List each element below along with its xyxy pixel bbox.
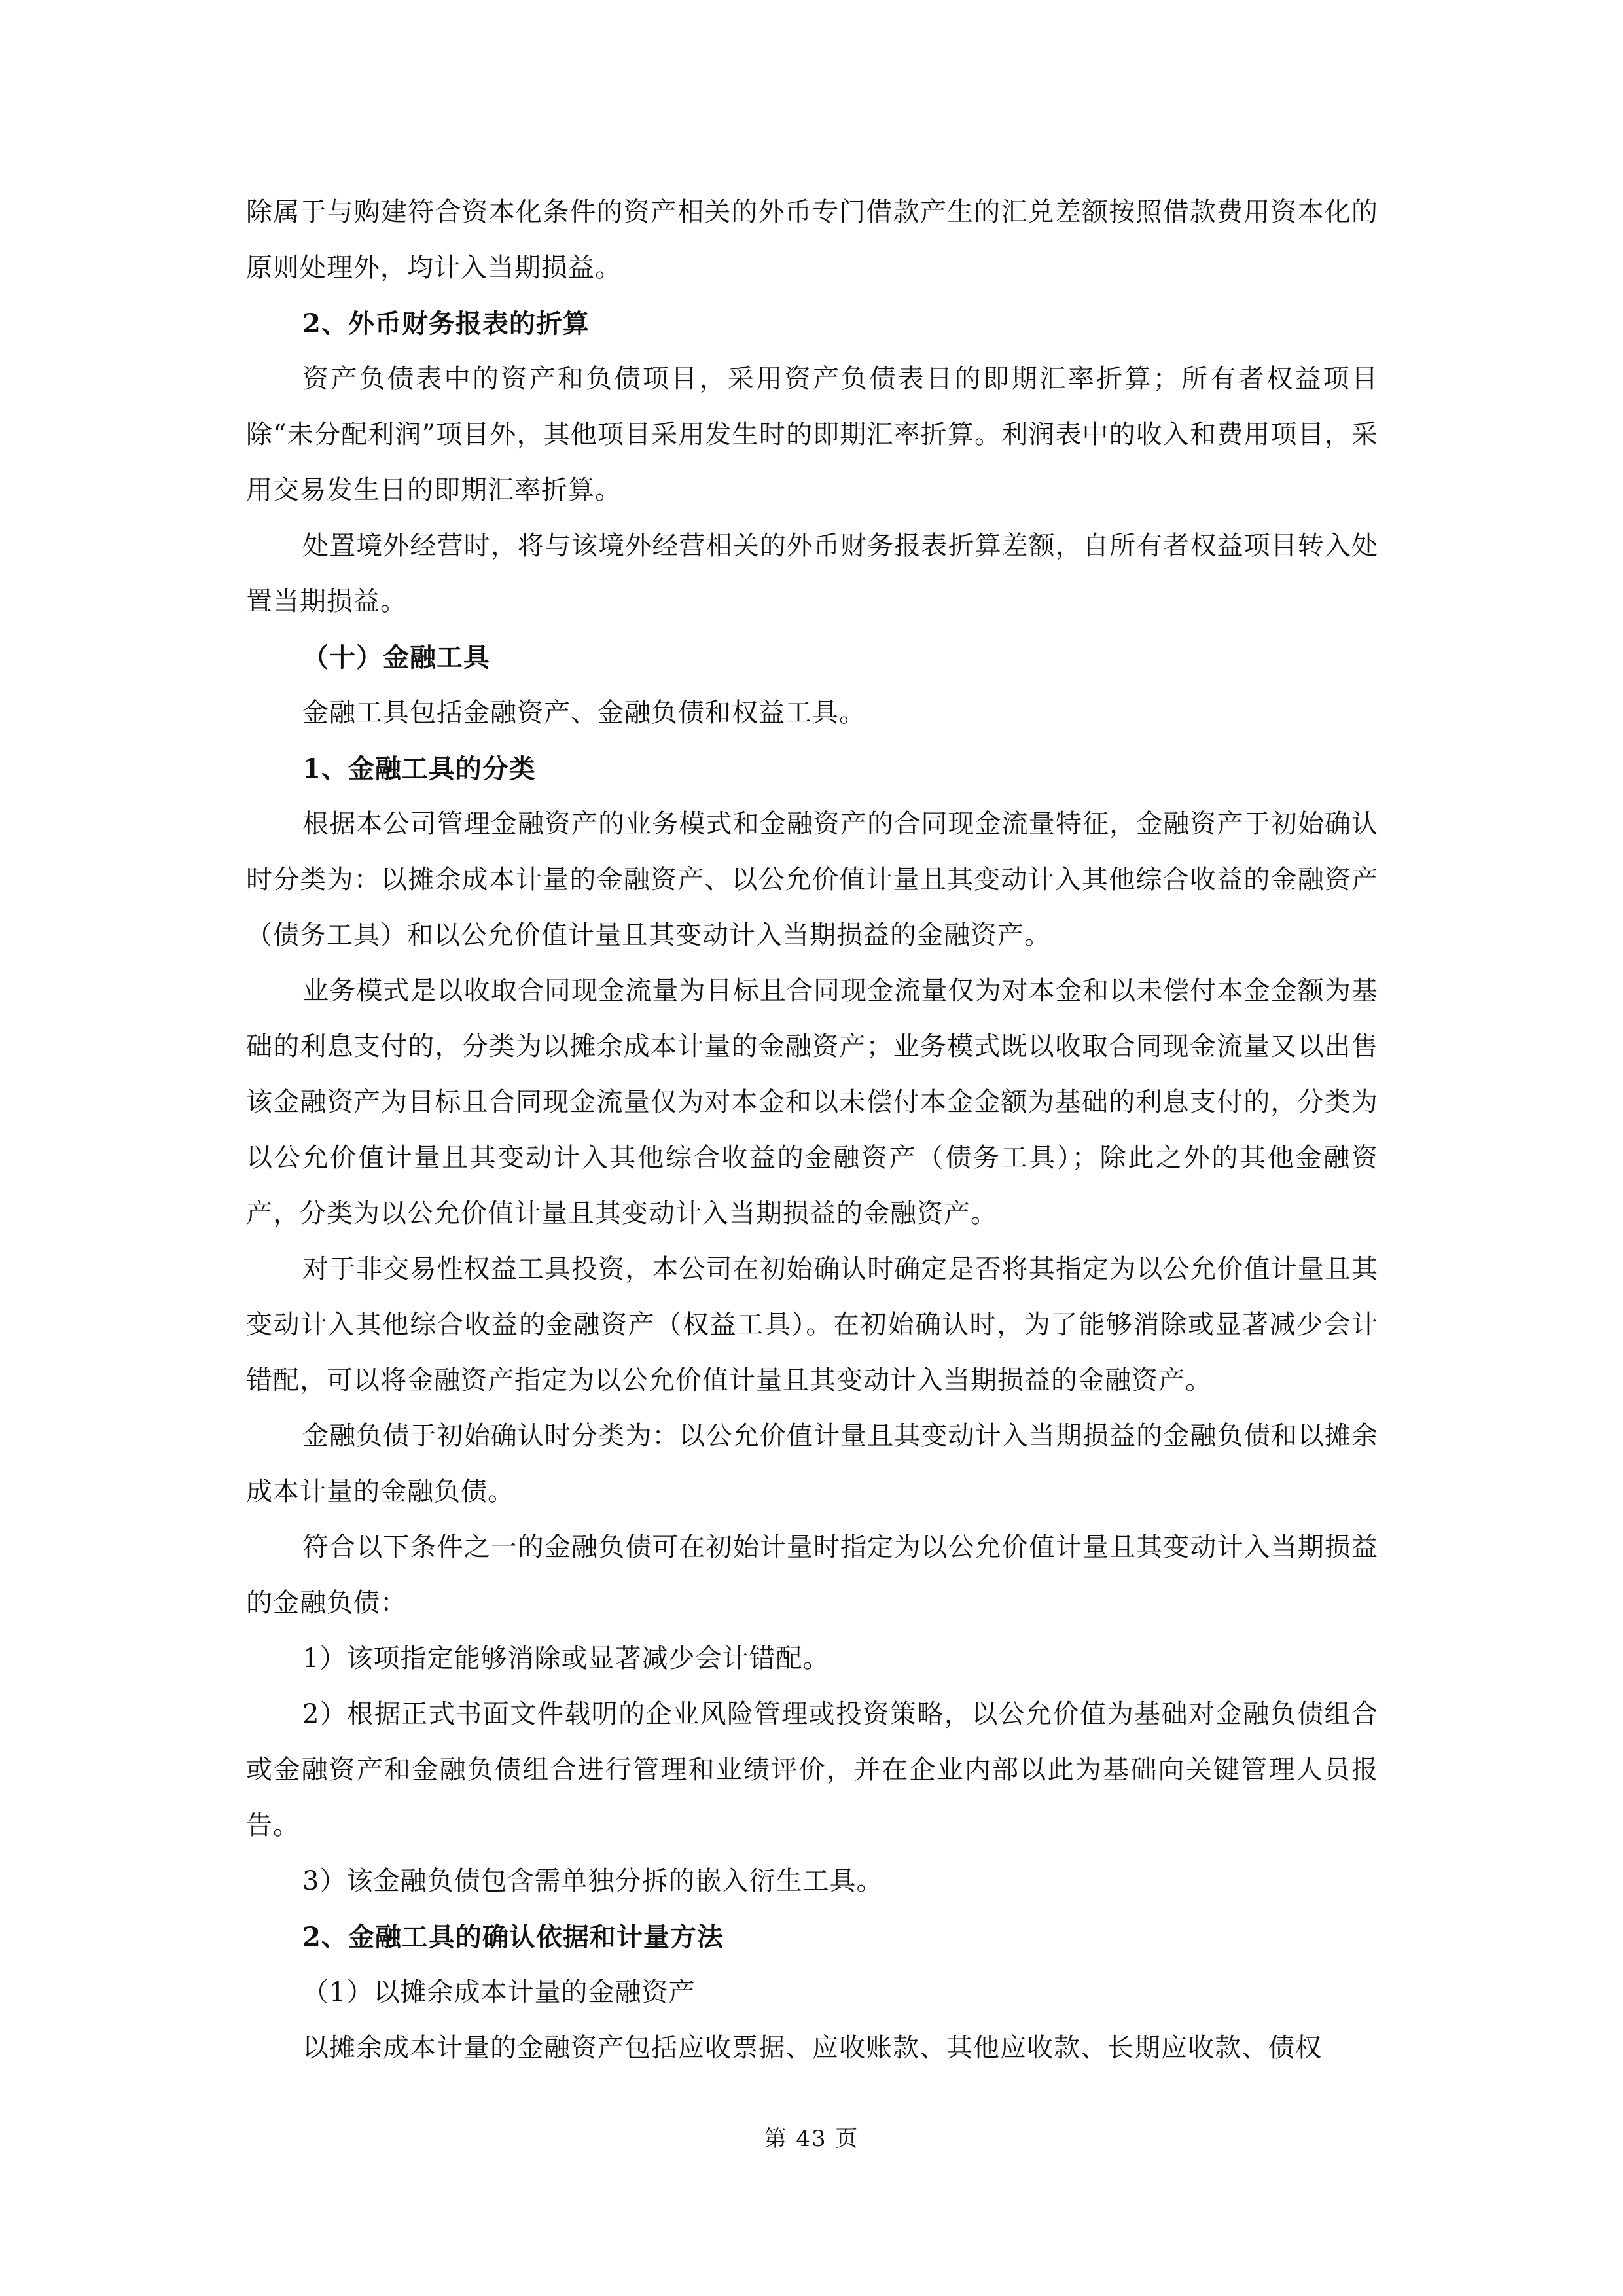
paragraph-non-trading-equity: 对于非交易性权益工具投资，本公司在初始确认时确定是否将其指定为以公允价值计量且其变动计入其他综合收益的金融资产（权益工具）。在初始确认时，为了能够消除或显著减少会计错配，可以将金融资产指定为以公允价值计量且其变动计入当期损益的金融资产。 bbox=[246, 1254, 1378, 1395]
heading-foreign-statement-translation: 2、外币财务报表的折算 bbox=[302, 308, 590, 339]
paragraph-fi-definition: 金融工具包括金融资产、金融负债和权益工具。 bbox=[302, 698, 866, 728]
list-item-condition-1: 1）该项指定能够消除或显著减少会计错配。 bbox=[302, 1643, 830, 1674]
list-item-condition-2: 2）根据正式书面文件载明的企业风险管理或投资策略，以公允价值为基础对金融负债组合或金融资产和金融负债组合进行管理和业绩评价，并在企业内部以此为基础向关键管理人员报告。 bbox=[246, 1699, 1378, 1840]
document-body bbox=[246, 185, 1378, 2076]
list-item-condition-3: 3）该金融负债包含需单独分拆的嵌入衍生工具。 bbox=[302, 1866, 883, 1896]
paragraph-fl-classification: 金融负债于初始确认时分类为：以公允价值计量且其变动计入当期损益的金融负债和以摊余成本计量的金融负债。 bbox=[246, 1421, 1378, 1507]
heading-financial-instruments: （十）金融工具 bbox=[302, 642, 490, 673]
paragraph-amortized-cost-items: 以摊余成本计量的金融资产包括应收票据、应收账款、其他应收款、长期应收款、债权 bbox=[302, 2033, 1322, 2063]
paragraph-fl-designation: 符合以下条件之一的金融负债可在初始计量时指定为以公允价值计量且其变动计入当期损益的金融负债： bbox=[246, 1532, 1378, 1618]
heading-recognition-measurement: 2、金融工具的确认依据和计量方法 bbox=[302, 1922, 724, 1952]
paragraph-business-model: 业务模式是以收取合同现金流量为目标且合同现金流量仅为对本金和以未偿付本金金额为基础的利息支付的，分类为以摊余成本计量的金融资产；业务模式既以收取合同现金流量又以出售该金融资产为目标且合同现金流量仅为对本金和以未偿付本金金额为基础的利息支付的，分类为以公允价值计量且其变动计入其他综合收益的金融资产（债务工具）；除此之外的其他金融资产，分类为以公允价值计量且其变动计入当期损益的金融资产。 bbox=[246, 976, 1378, 1229]
subheading-amortized-cost: （1）以摊余成本计量的金融资产 bbox=[302, 1977, 696, 2007]
paragraph-fa-classification: 根据本公司管理金融资产的业务模式和金融资产的合同现金流量特征，金融资产于初始确认时分类为：以摊余成本计量的金融资产、以公允价值计量且其变动计入其他综合收益的金融资产（债务工具）和以公允价值计量且其变动计入当期损益的金融资产。 bbox=[246, 809, 1378, 950]
page-number: 第 43 页 bbox=[764, 2126, 859, 2152]
heading-fi-classification: 1、金融工具的分类 bbox=[302, 753, 536, 784]
paragraph-balance-sheet-translation: 资产负债表中的资产和负债项目，采用资产负债表日的即期汇率折算；所有者权益项目除“未分配利润”项目外，其他项目采用发生时的即期汇率折算。利润表中的收入和费用项目，采用交易发生日的即期汇率折算。 bbox=[246, 364, 1378, 505]
paragraph-disposal-overseas: 处置境外经营时，将与该境外经营相关的外币财务报表折算差额，自所有者权益项目转入处置当期损益。 bbox=[246, 531, 1378, 617]
paragraph-exchange-difference: 除属于与购建符合资本化条件的资产相关的外币专门借款产生的汇兑差额按照借款费用资本化的原则处理外，均计入当期损益。 bbox=[246, 197, 1378, 283]
